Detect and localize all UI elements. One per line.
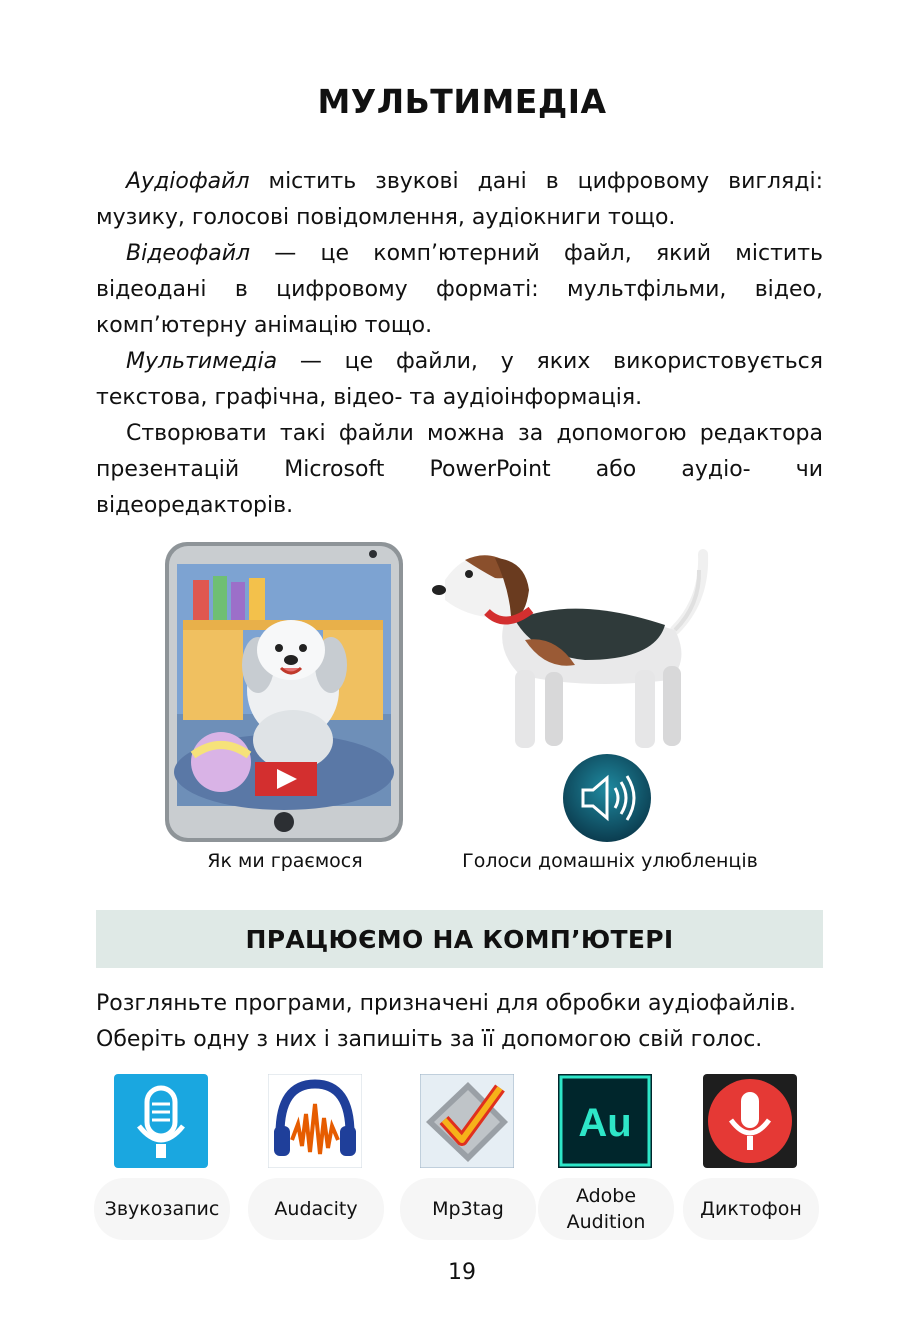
app-label-adobe-audition bbox=[538, 1178, 674, 1240]
term-multimedia: Мультимедіа bbox=[126, 349, 278, 374]
tag-checkmark-icon bbox=[420, 1074, 514, 1168]
paragraph-editors: Створювати такі файли можна за допомогою редактора презентацій Microsoft PowerPoint або аудіо- чи відеоредакторів. bbox=[96, 421, 823, 518]
caption-tablet: Як ми граємося bbox=[207, 850, 363, 872]
paragraph-audiofile bbox=[96, 164, 823, 236]
au-logo-icon bbox=[558, 1074, 652, 1168]
microphone-icon bbox=[114, 1074, 208, 1168]
page-number: 19 bbox=[448, 1260, 476, 1285]
app-label-audacity: Audacity bbox=[248, 1178, 384, 1240]
au-logo-text: Au bbox=[578, 1101, 632, 1145]
tablet-video-illustration bbox=[163, 540, 405, 844]
app-label-adobe-audition-text: Adobe Audition bbox=[566, 1185, 646, 1233]
beagle-dog-illustration bbox=[425, 540, 735, 760]
app-label-zvukozapys: Звукозапис bbox=[94, 1178, 230, 1240]
section-title-band bbox=[96, 910, 823, 968]
paragraph-videofile-text: — це комп’ютерний файл, який містить відеодані в цифровому форматі: мультфільми, відео, комп’ютерну анімацію тощо. bbox=[96, 241, 823, 338]
app-label-dyktofon: Диктофон bbox=[683, 1178, 819, 1240]
speaker-sound-icon bbox=[561, 752, 653, 844]
page-title: МУЛЬТИМЕДІА bbox=[317, 82, 607, 121]
caption-dog: Голоси домашніх улюбленців bbox=[462, 850, 758, 872]
paragraph-videofile bbox=[96, 236, 823, 344]
paragraph-audiofile-text: містить звукові дані в цифровому вигляді: музику, голосові повідомлення, аудіокниги тощо. bbox=[96, 169, 823, 230]
term-videofile: Відеофайл bbox=[126, 241, 251, 266]
section-title: ПРАЦЮЄМО НА КОМП’ЮТЕРІ bbox=[245, 924, 674, 954]
headphones-waveform-icon bbox=[268, 1074, 362, 1168]
paragraph-multimedia bbox=[96, 344, 823, 416]
term-audiofile: Аудіофайл bbox=[126, 169, 250, 194]
task-text: Розгляньте програми, призначені для обробки аудіофайлів. Оберіть одну з них і запишіть за її допомогою свій голос. bbox=[96, 991, 797, 1052]
red-microphone-icon bbox=[703, 1074, 797, 1168]
app-label-mp3tag: Mp3tag bbox=[400, 1178, 536, 1240]
paragraph-multimedia-text: — це файли, у яких використовується текстова, графічна, відео- та аудіоінформація. bbox=[96, 349, 823, 410]
